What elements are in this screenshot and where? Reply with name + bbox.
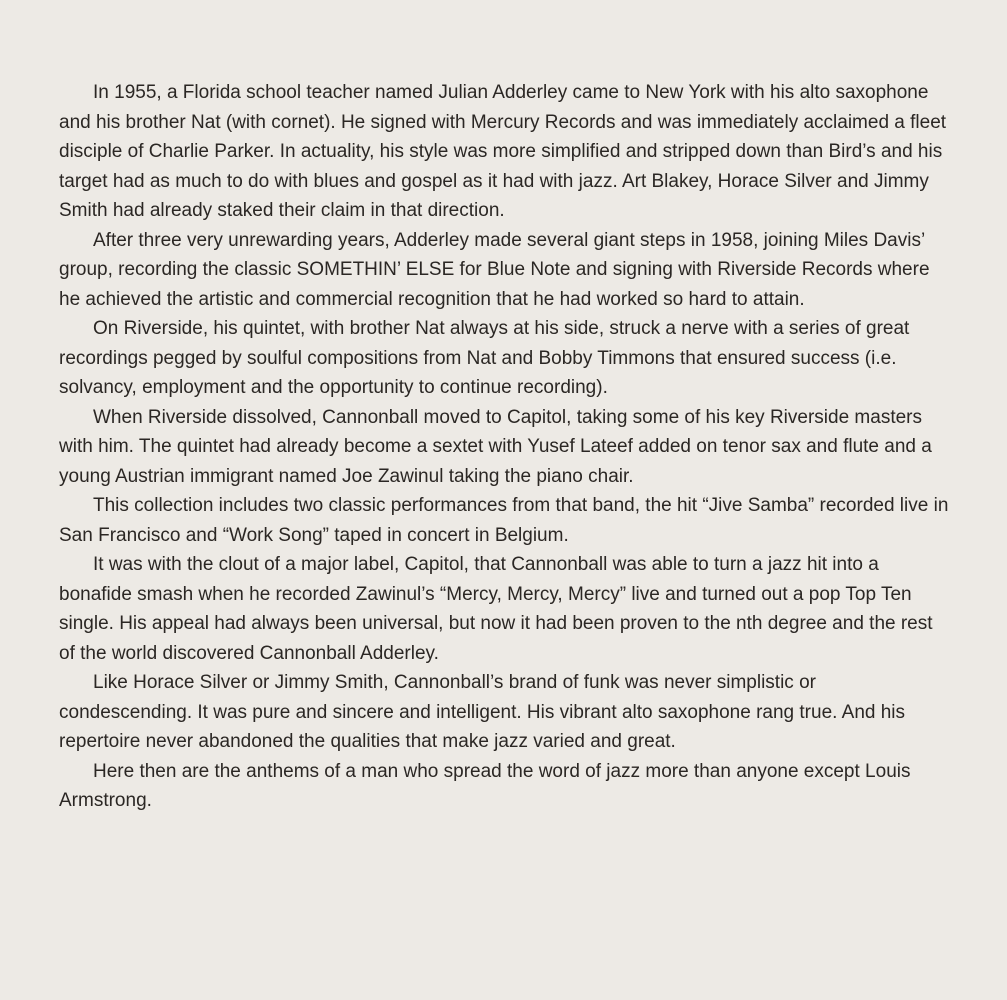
paragraph-5: This collection includes two classic performances from that band, the hit “Jive Samba” recorded live in San Francisco and “Work Song” taped in concert in Belgium. xyxy=(59,495,949,546)
paragraph-6: It was with the clout of a major label, Capitol, that Cannonball was able to turn a jazz hit into a bonafide smash when he recorded Zawinul’s “Mercy, Mercy, Mercy” live and turned out a pop Top Ten single. His appeal had always been universal, but now it had been proven to the nth degree and the rest of the world discovered Cannonball Adderley. xyxy=(59,554,933,664)
paragraph-4: When Riverside dissolved, Cannonball moved to Capitol, taking some of his key Riverside masters with him. The quintet had already become a sextet with Yusef Lateef added on tenor sax and flute and a young Austrian immigrant named Joe Zawinul taking the piano chair. xyxy=(59,406,932,487)
paragraph-7: Like Horace Silver or Jimmy Smith, Cannonball’s brand of funk was never simplistic or condescending. It was pure and sincere and intelligent. His vibrant alto saxophone rang true. And his repertoire never abandoned the qualities that make jazz varied and great. xyxy=(59,672,906,752)
paragraph-8: Here then are the anthems of a man who spread the word of jazz more than anyone except Louis Armstrong. xyxy=(59,760,911,811)
paragraph-3: On Riverside, his quintet, with brother Nat always at his side, struck a nerve with a series of great recordings pegged by soulful compositions from Nat and Bobby Timmons that ensured success (i.e. solvancy, employment and the opportunity to continue recording). xyxy=(59,318,910,398)
paragraph-2: After three very unrewarding years, Adderley made several giant steps in 1958, joining Miles Davis’ group, recording the classic SOMETHIN’ ELSE for Blue Note and signing with Riverside Records where he achieved the artistic and commercial recognition that he had worked so hard to attain. xyxy=(59,229,930,310)
paragraph-1: In 1955, a Florida school teacher named Julian Adderley came to New York with his alto saxophone and his brother Nat (with cornet). He signed with Mercury Records and was immediately acclaimed a fleet disciple of Charlie Parker. In actuality, his style was more simplified and stripped down than Bird’s and his target had as much to do with blues and gospel as it had with jazz. Art Blakey, Horace Silver and Jimmy Smith had already staked their claim in that direction. xyxy=(59,82,947,221)
